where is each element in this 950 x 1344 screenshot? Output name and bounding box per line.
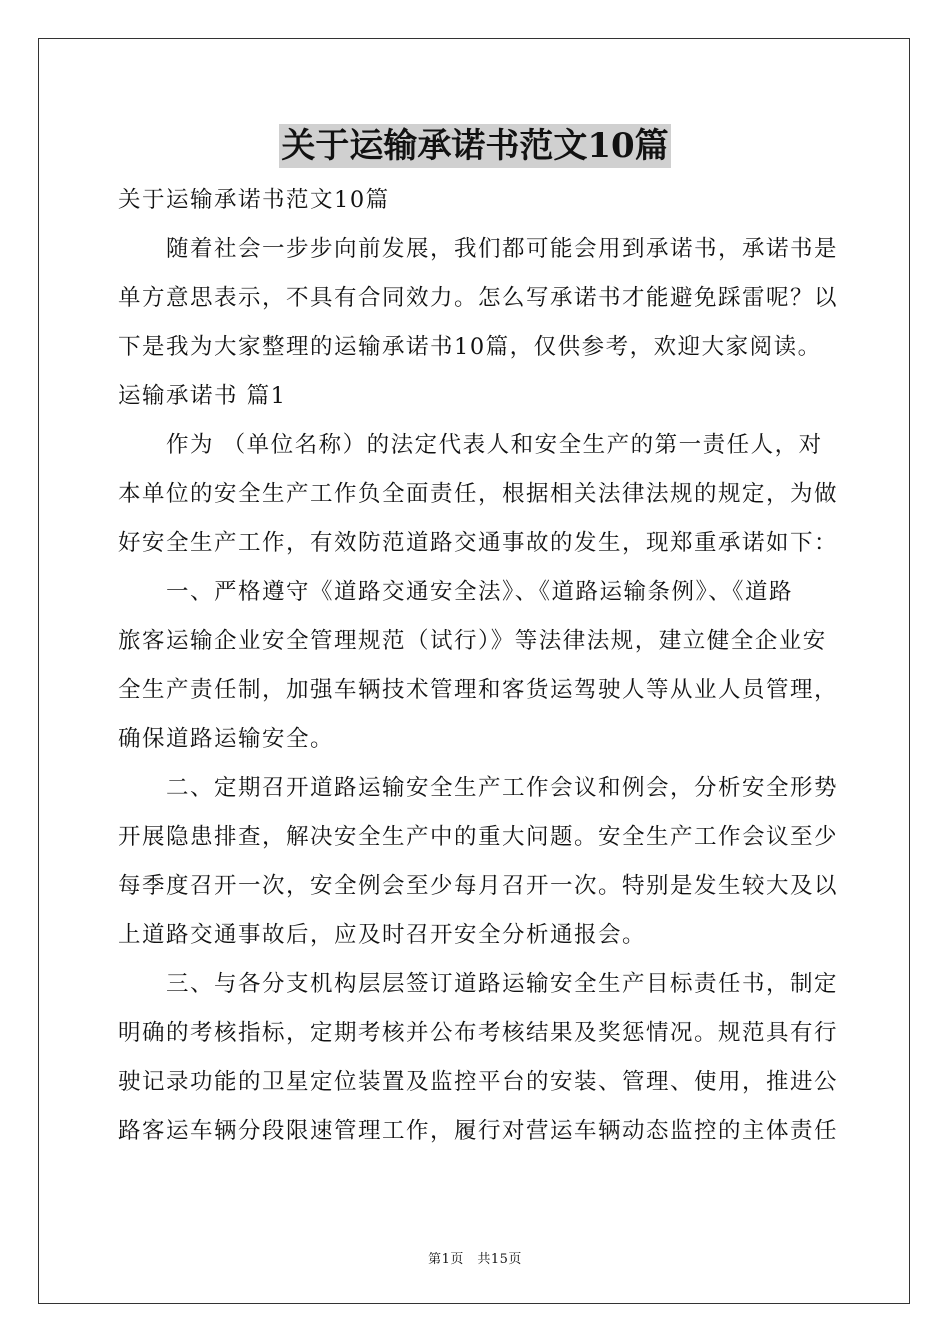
paragraph-line: 每季度召开一次，安全例会至少每月召开一次。特别是发生较大及以 (118, 873, 839, 899)
paragraph-line: 明确的考核指标，定期考核并公布考核结果及奖惩情况。规范具有行 (118, 1020, 839, 1046)
paragraph-line: 三、与各分支机构层层签订道路运输安全生产目标责任书，制定 (118, 971, 839, 997)
paragraph-line: 本单位的安全生产工作负全面责任，根据相关法律法规的规定，为做 (118, 481, 839, 507)
paragraph-line: 随着社会一步步向前发展，我们都可能会用到承诺书，承诺书是 (118, 236, 839, 262)
paragraph-line: 开展隐患排查，解决安全生产中的重大问题。安全生产工作会议至少 (118, 824, 839, 850)
paragraph-line: 作为 （单位名称）的法定代表人和安全生产的第一责任人，对 (118, 432, 823, 458)
paragraph-line: 旅客运输企业安全管理规范（试行）》等法律法规，建立健全企业安 (118, 628, 827, 654)
paragraph-line: 路客运车辆分段限速管理工作，履行对营运车辆动态监控的主体责任 (118, 1118, 839, 1144)
title-container (0, 124, 950, 168)
paragraph-line: 下是我为大家整理的运输承诺书10篇，仅供参考，欢迎大家阅读。 (118, 334, 822, 360)
section-heading: 运输承诺书 篇1 (118, 383, 287, 409)
paragraph-line: 驶记录功能的卫星定位装置及监控平台的安装、管理、使用，推进公 (118, 1069, 839, 1095)
subtitle-line: 关于运输承诺书范文10篇 (118, 187, 390, 213)
document-body (118, 176, 839, 1156)
paragraph-line: 一、严格遵守《道路交通安全法》、《道路运输条例》、《道路 (118, 579, 794, 605)
paragraph-line: 二、定期召开道路运输安全生产工作会议和例会，分析安全形势 (118, 775, 839, 801)
paragraph-line: 全生产责任制，加强车辆技术管理和客货运驾驶人等从业人员管理， (118, 677, 839, 703)
paragraph-line: 好安全生产工作，有效防范道路交通事故的发生，现郑重承诺如下： (118, 530, 839, 556)
paragraph-line: 确保道路运输安全。 (118, 726, 335, 752)
page-footer: 第1页 共15页 (428, 1252, 522, 1267)
paragraph-line: 单方意思表示，不具有合同效力。怎么写承诺书才能避免踩雷呢？以 (118, 285, 839, 311)
paragraph-line: 上道路交通事故后，应及时召开安全分析通报会。 (118, 922, 647, 948)
document-title: 关于运输承诺书范文10篇 (281, 126, 669, 166)
